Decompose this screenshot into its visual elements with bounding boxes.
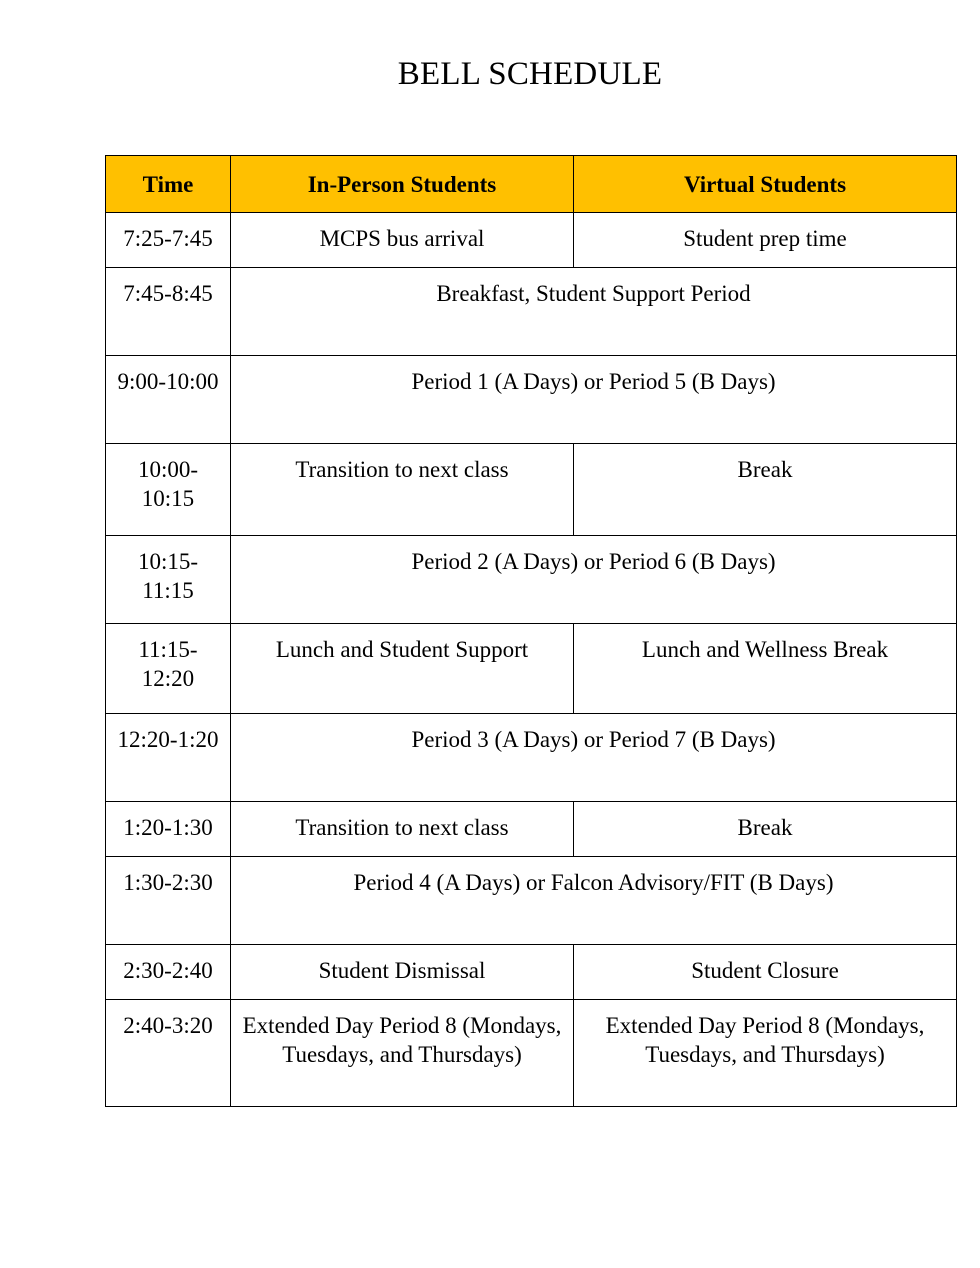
header-time: Time [106, 156, 231, 213]
table-row [106, 802, 957, 857]
time-cell: 11:15-12:20 [106, 624, 231, 714]
time-cell: 1:30-2:30 [106, 857, 231, 945]
time-cell: 10:15-11:15 [106, 536, 231, 624]
table-row [106, 536, 957, 624]
combined-cell: Period 4 (A Days) or Falcon Advisory/FIT (B Days) [231, 857, 957, 945]
time-cell: 12:20-1:20 [106, 714, 231, 802]
virtual-cell: Extended Day Period 8 (Mondays, Tuesdays, and Thursdays) [574, 1000, 957, 1107]
table-header-row [106, 156, 957, 213]
combined-cell: Period 1 (A Days) or Period 5 (B Days) [231, 356, 957, 444]
in-person-cell: MCPS bus arrival [231, 213, 574, 268]
bell-schedule-table [105, 155, 957, 1107]
table-row [106, 356, 957, 444]
table-row [106, 444, 957, 536]
table-row [106, 1000, 957, 1107]
table-row [106, 857, 957, 945]
header-in-person-students: In-Person Students [231, 156, 574, 213]
time-cell: 1:20-1:30 [106, 802, 231, 857]
in-person-cell: Lunch and Student Support [231, 624, 574, 714]
combined-cell: Period 3 (A Days) or Period 7 (B Days) [231, 714, 957, 802]
time-cell: 2:40-3:20 [106, 1000, 231, 1107]
combined-cell: Period 2 (A Days) or Period 6 (B Days) [231, 536, 957, 624]
in-person-cell: Extended Day Period 8 (Mondays, Tuesdays, and Thursdays) [231, 1000, 574, 1107]
table-row [106, 624, 957, 714]
time-cell: 7:45-8:45 [106, 268, 231, 356]
page-title: BELL SCHEDULE [397, 56, 663, 92]
header-virtual-students: Virtual Students [574, 156, 957, 213]
table-row [106, 268, 957, 356]
table-row [106, 714, 957, 802]
in-person-cell: Student Dismissal [231, 945, 574, 1000]
time-cell: 9:00-10:00 [106, 356, 231, 444]
time-cell: 7:25-7:45 [106, 213, 231, 268]
in-person-cell: Transition to next class [231, 802, 574, 857]
virtual-cell: Student prep time [574, 213, 957, 268]
virtual-cell: Break [574, 444, 957, 536]
combined-cell: Breakfast, Student Support Period [231, 268, 957, 356]
virtual-cell: Break [574, 802, 957, 857]
table-row [106, 213, 957, 268]
virtual-cell: Student Closure [574, 945, 957, 1000]
time-cell: 10:00-10:15 [106, 444, 231, 536]
in-person-cell: Transition to next class [231, 444, 574, 536]
virtual-cell: Lunch and Wellness Break [574, 624, 957, 714]
time-cell: 2:30-2:40 [106, 945, 231, 1000]
table-row [106, 945, 957, 1000]
